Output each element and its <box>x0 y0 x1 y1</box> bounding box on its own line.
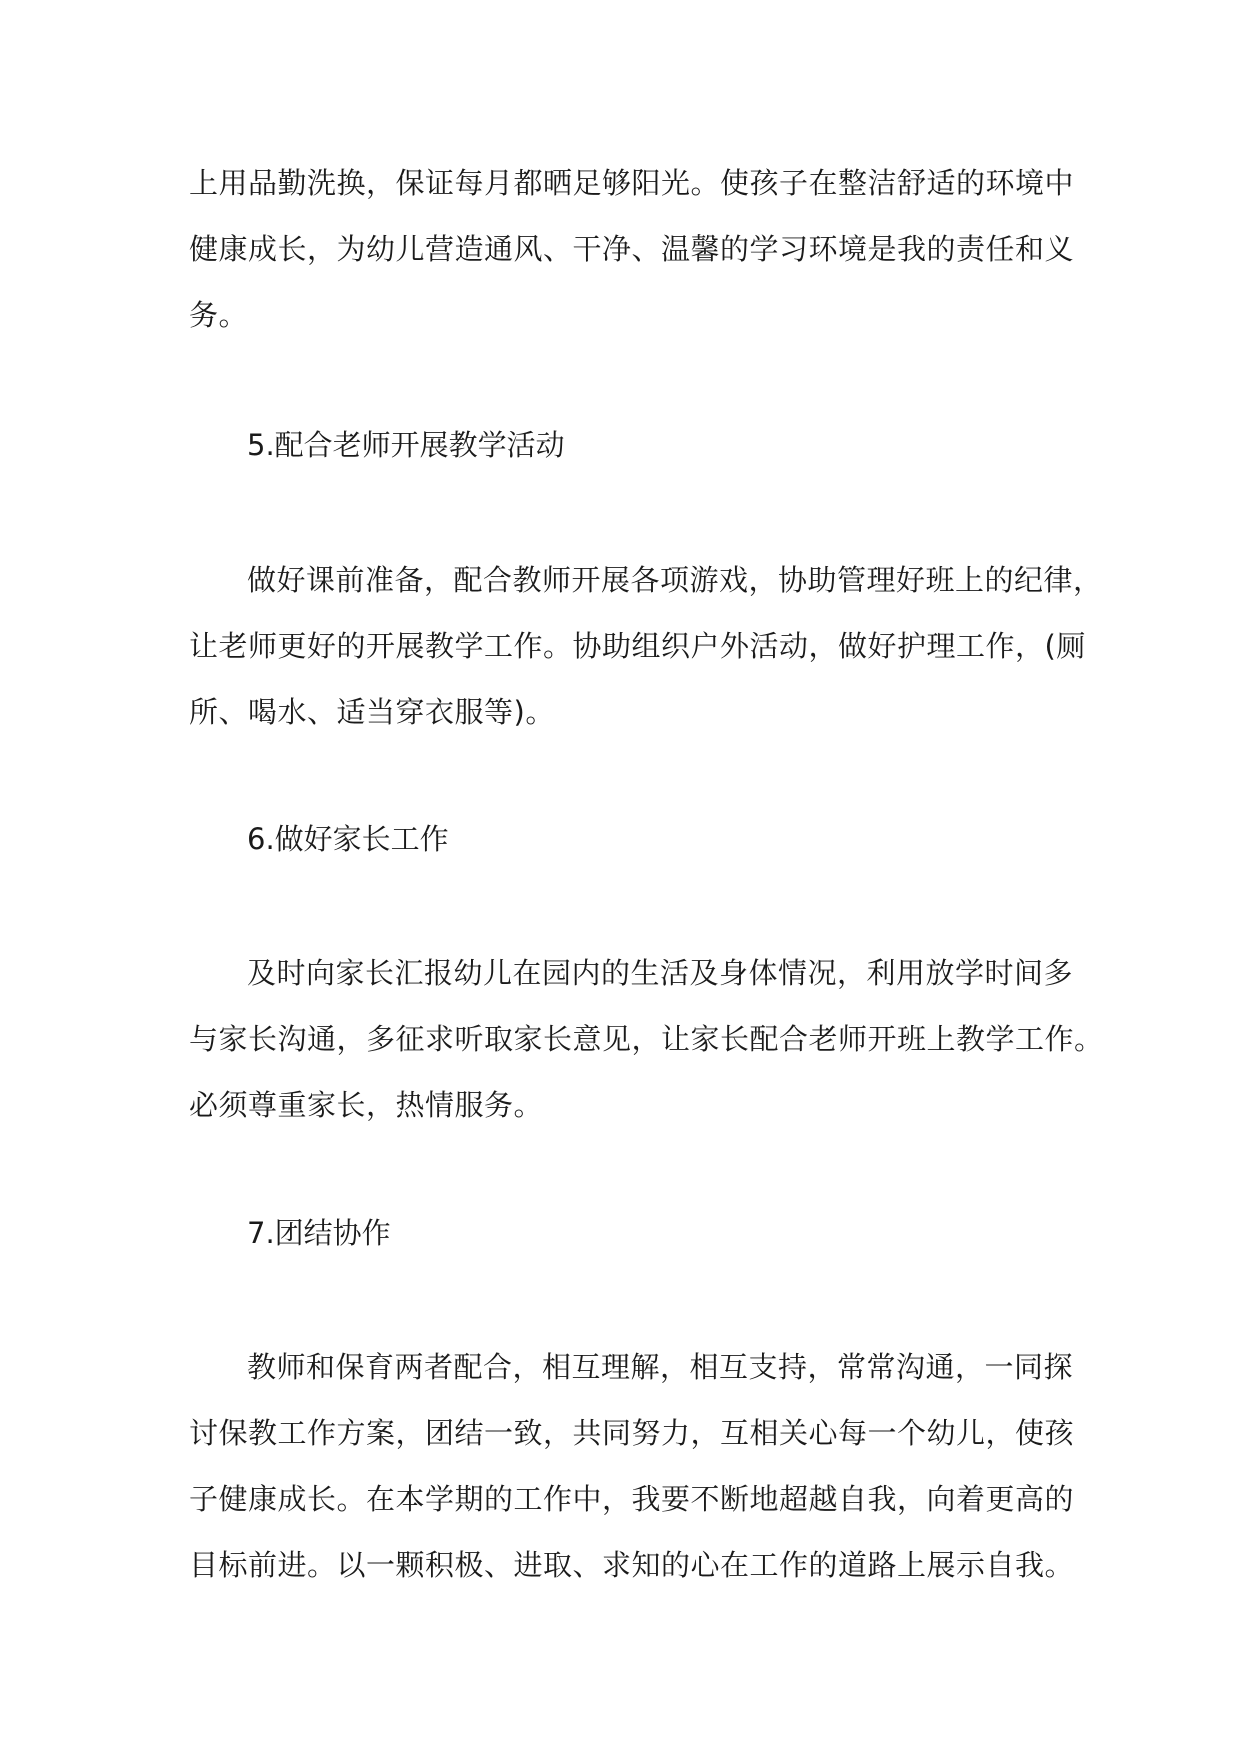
text-line: 目标前进。以一颗积极、进取、求知的心在工作的道路上展示自我。 <box>189 1548 1075 1582</box>
paragraph-teamwork <box>189 1334 1075 1598</box>
text-line: 让老师更好的开展教学工作。协助组织户外活动，做好护理工作，(厕 <box>189 629 1086 663</box>
paragraph-environment <box>189 150 1075 348</box>
paragraph-parents <box>189 940 1104 1138</box>
text-line: 讨保教工作方案，团结一致，共同努力，互相关心每一个幼儿，使孩 <box>189 1416 1075 1450</box>
section-heading-7: 7.团结协作 <box>247 1216 391 1250</box>
section-heading-5: 5.配合老师开展教学活动 <box>247 428 565 462</box>
section-heading-6: 6.做好家长工作 <box>247 822 449 856</box>
text-line: 子健康成长。在本学期的工作中，我要不断地超越自我，向着更高的 <box>189 1482 1075 1516</box>
text-line: 健康成长，为幼儿营造通风、干净、温馨的学习环境是我的责任和义 <box>189 232 1075 266</box>
text-line: 做好课前准备，配合教师开展各项游戏，协助管理好班上的纪律， <box>247 563 1103 597</box>
text-line: 及时向家长汇报幼儿在园内的生活及身体情况，利用放学时间多 <box>247 956 1074 990</box>
paragraph-teaching <box>189 547 1103 745</box>
text-line: 务。 <box>189 298 249 332</box>
text-line: 教师和保育两者配合，相互理解，相互支持，常常沟通，一同探 <box>247 1350 1074 1384</box>
text-line: 与家长沟通，多征求听取家长意见，让家长配合老师开班上教学工作。 <box>189 1022 1104 1056</box>
text-line: 上用品勤洗换，保证每月都晒足够阳光。使孩子在整洁舒适的环境中 <box>189 166 1075 200</box>
text-line: 所、喝水、适当穿衣服等)。 <box>189 695 555 729</box>
text-line: 必须尊重家长，热情服务。 <box>189 1088 544 1122</box>
